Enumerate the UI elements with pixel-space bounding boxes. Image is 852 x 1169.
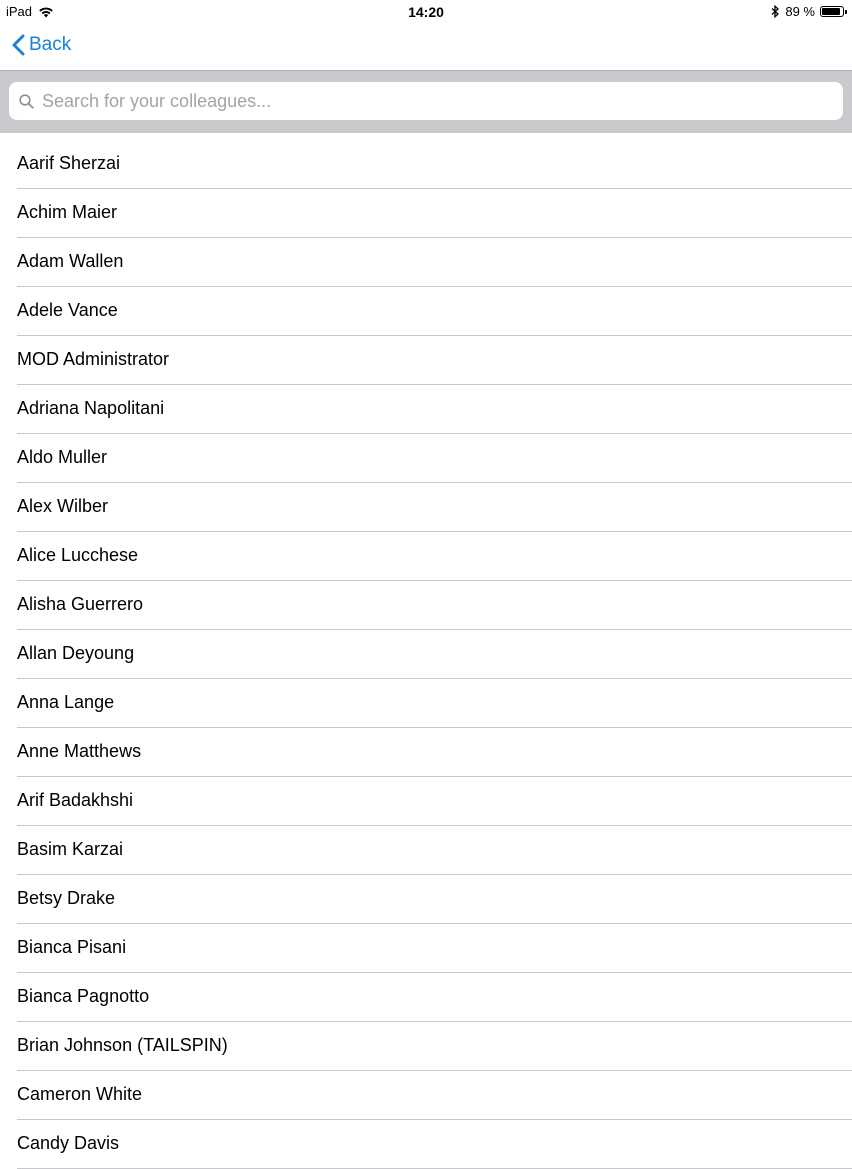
colleague-name: Alex Wilber	[17, 496, 109, 516]
colleague-list-item[interactable]	[0, 826, 852, 875]
battery-level	[822, 8, 840, 15]
navigation-bar	[0, 24, 852, 71]
colleague-name: Anna Lange	[17, 692, 115, 712]
back-label: Back	[29, 34, 72, 55]
search-bar	[0, 71, 852, 133]
colleague-name: Adele Vance	[17, 300, 118, 320]
colleague-list-item[interactable]	[0, 140, 852, 189]
status-time: 14:20	[408, 4, 444, 20]
colleague-list-item[interactable]	[0, 336, 852, 385]
colleague-name: Alice Lucchese	[17, 545, 139, 565]
colleague-name: Alisha Guerrero	[17, 594, 144, 614]
colleague-name: Betsy Drake	[17, 888, 116, 908]
back-button[interactable]	[12, 34, 71, 56]
colleague-list-item[interactable]	[0, 189, 852, 238]
colleague-name: MOD Administrator	[17, 349, 170, 369]
colleague-name: Candy Davis	[17, 1133, 120, 1153]
colleague-list-item[interactable]	[0, 973, 852, 1022]
colleague-name: Aarif Sherzai	[17, 153, 121, 173]
colleague-list	[0, 140, 852, 1169]
colleague-name: Adriana Napolitani	[17, 398, 165, 418]
colleague-name: Aldo Muller	[17, 447, 108, 467]
colleague-list-item[interactable]	[0, 1120, 852, 1169]
colleague-name: Bianca Pagnotto	[17, 986, 150, 1006]
colleague-list-item[interactable]	[0, 385, 852, 434]
colleague-list-item[interactable]	[0, 1071, 852, 1120]
colleague-name: Anne Matthews	[17, 741, 142, 761]
search-box[interactable]	[9, 82, 843, 120]
colleague-name: Bianca Pisani	[17, 937, 127, 957]
search-icon	[19, 94, 34, 109]
colleague-list-item[interactable]	[0, 434, 852, 483]
colleague-list-item[interactable]	[0, 1022, 852, 1071]
device-name: iPad	[6, 4, 33, 19]
colleague-name: Allan Deyoung	[17, 643, 135, 663]
status-bar	[0, 0, 852, 24]
colleague-list-item[interactable]	[0, 777, 852, 826]
bluetooth-icon	[771, 5, 780, 18]
colleague-list-item[interactable]	[0, 679, 852, 728]
colleague-name: Achim Maier	[17, 202, 118, 222]
battery-percent: 89 %	[785, 4, 815, 19]
colleague-list-item[interactable]	[0, 532, 852, 581]
chevron-left-icon	[12, 34, 25, 56]
colleague-name: Cameron White	[17, 1084, 143, 1104]
colleague-list-item[interactable]	[0, 875, 852, 924]
colleague-list-item[interactable]	[0, 238, 852, 287]
search-input[interactable]	[40, 90, 824, 113]
colleague-list-item[interactable]	[0, 483, 852, 532]
status-right	[771, 4, 844, 19]
colleague-list-item[interactable]	[0, 581, 852, 630]
colleague-list-item[interactable]	[0, 728, 852, 777]
colleague-name: Adam Wallen	[17, 251, 124, 271]
colleague-list-item[interactable]	[0, 630, 852, 679]
battery-icon	[820, 6, 844, 17]
colleague-name: Basim Karzai	[17, 839, 124, 859]
colleague-list-item[interactable]	[0, 287, 852, 336]
colleague-name: Brian Johnson (TAILSPIN)	[17, 1035, 228, 1055]
colleague-name: Arif Badakhshi	[17, 790, 134, 810]
colleague-list-item[interactable]	[0, 924, 852, 973]
